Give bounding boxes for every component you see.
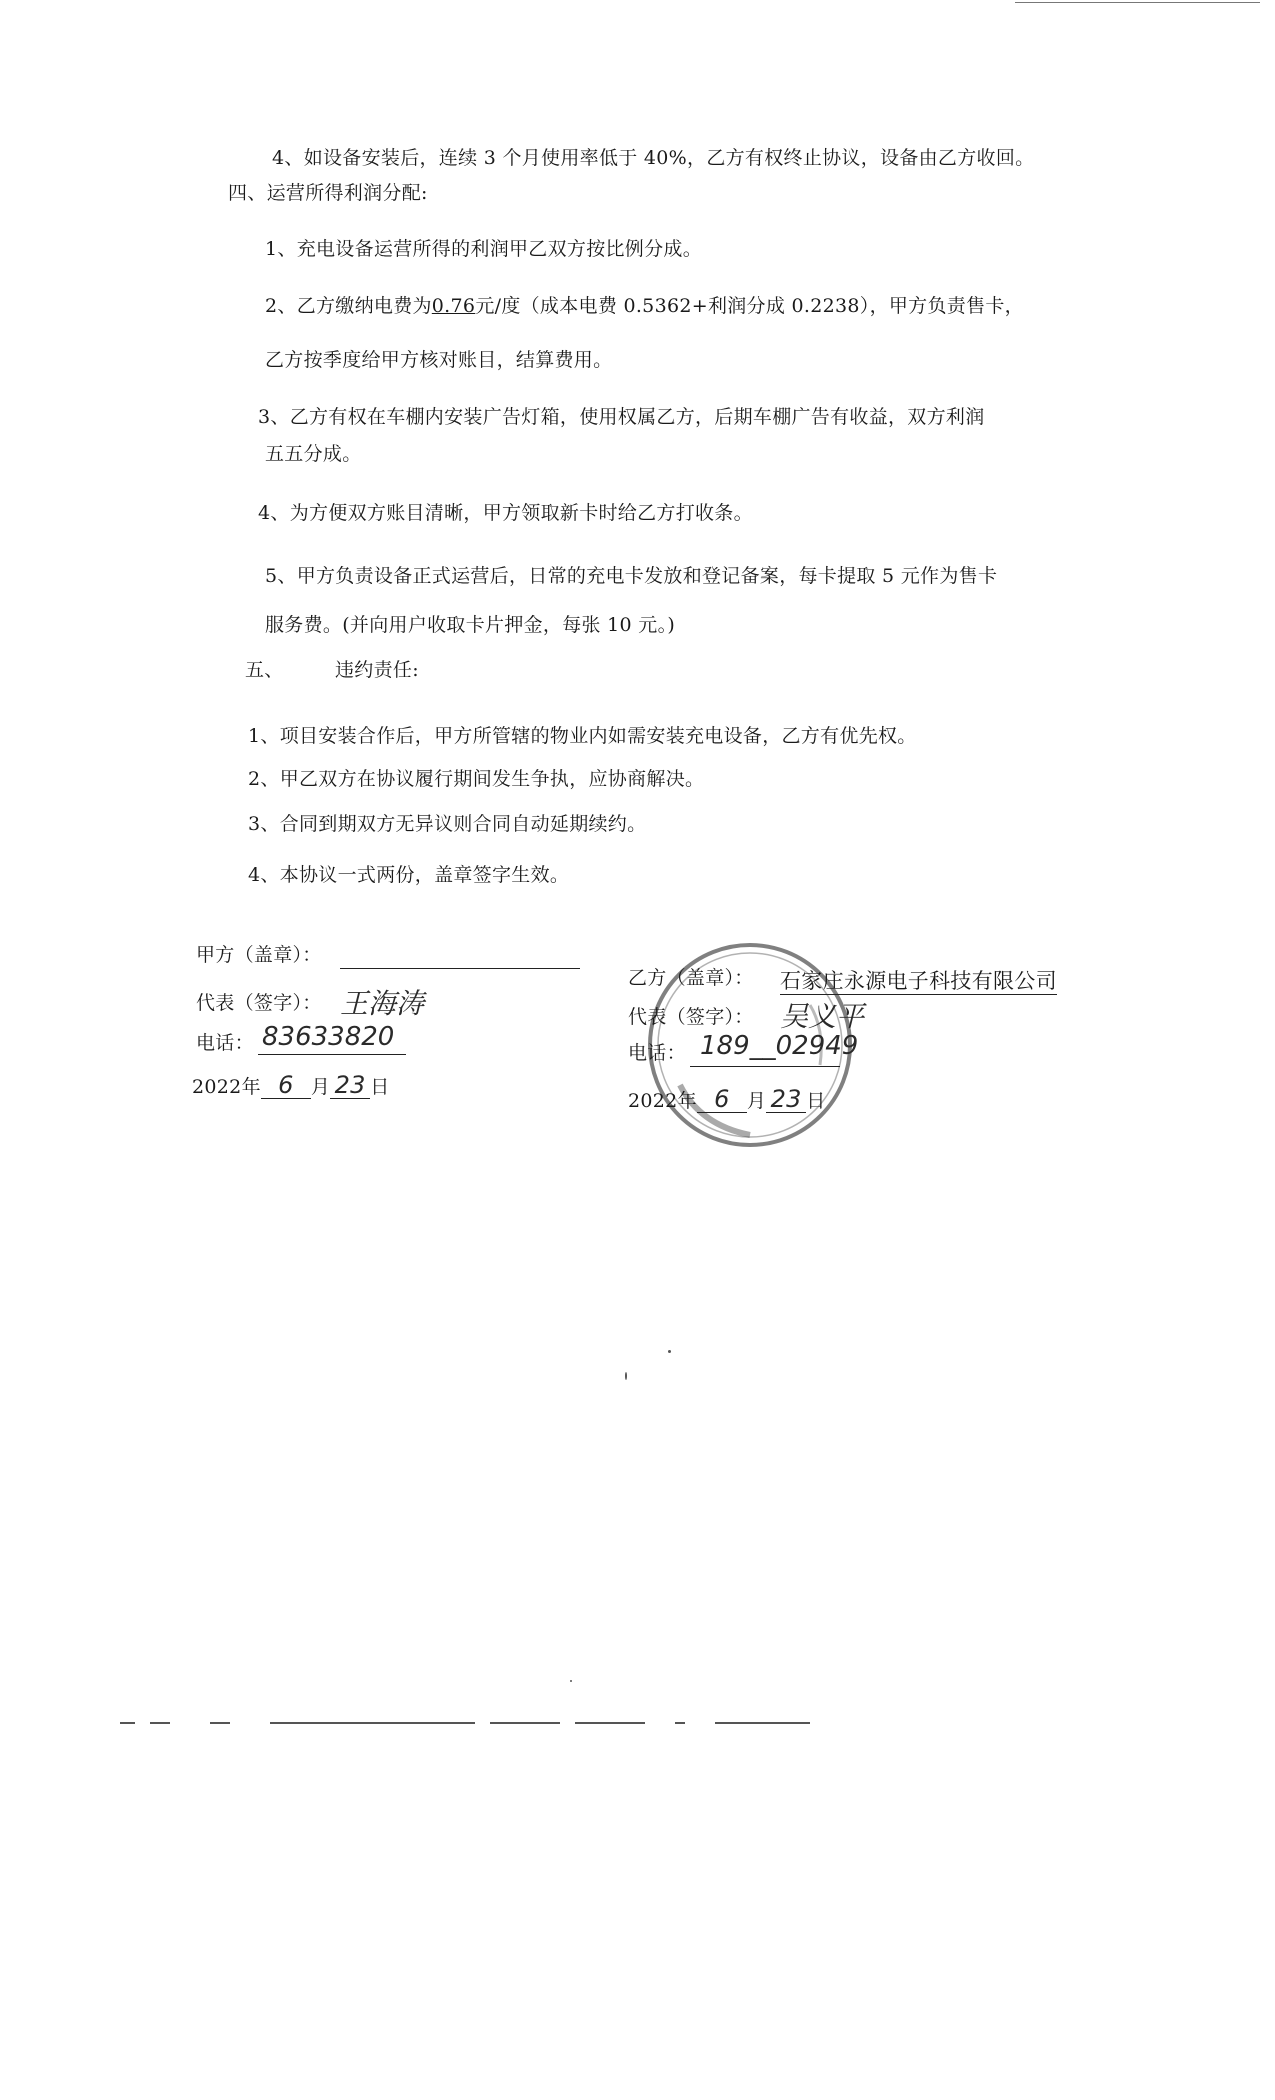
electricity-price: 0.76 — [431, 295, 476, 317]
party-b-rep-signature: 吴义平 — [780, 1000, 865, 1033]
clause-5-item-1: 1、项目安装合作后，甲方所管辖的物业内如需安装充电设备，乙方有优先权。 — [248, 725, 917, 747]
party-b-date-year-suffix: 年 — [677, 1090, 697, 1112]
clause-4-item-2-prefix: 2、乙方缴纳电费为 — [265, 295, 432, 317]
party-b-rep-label: 代表（签字）： — [628, 1006, 754, 1028]
party-a-phone-label: 电话： — [196, 1032, 254, 1054]
party-a-date-day: 23 — [330, 1072, 370, 1099]
party-b-date-month-suffix: 月 — [746, 1090, 767, 1112]
clause-4-item-2 — [265, 293, 1024, 319]
party-a-date — [192, 1072, 390, 1100]
party-b-phone: 189__02949 — [700, 1031, 859, 1061]
clause-4-item-3-cont: 五五分成。 — [265, 443, 362, 465]
clause-4-item-2-cont: 乙方按季度给甲方核对账目，结算费用。 — [265, 349, 613, 371]
party-a-date-day-suffix: 日 — [370, 1076, 390, 1098]
party-a-rep-signature: 王海涛 — [340, 987, 425, 1020]
party-a-rep-label: 代表（签字）： — [196, 992, 322, 1014]
clause-4-item-1: 1、充电设备运营所得的利润甲乙双方按比例分成。 — [265, 238, 702, 260]
party-a-seal-label: 甲方（盖章）： — [196, 944, 322, 966]
party-b-phone-label: 电话： — [628, 1042, 686, 1064]
party-a-date-year: 2022 — [192, 1076, 242, 1098]
party-b-phone-blank — [690, 1066, 840, 1067]
party-b-seal-label: 乙方（盖章）： — [628, 967, 754, 989]
party-a-phone: 83633820 — [262, 1022, 395, 1052]
party-b-company-name: 石家庄永源电子科技有限公司 — [780, 969, 1057, 993]
section-5-heading-num: 五、 — [245, 659, 284, 681]
clause-4-item-5-cont: 服务费。(并向用户收取卡片押金，每张 10 元。) — [265, 614, 676, 636]
party-a-phone-blank — [258, 1054, 406, 1055]
scan-speck — [625, 1372, 627, 1380]
scan-speck — [570, 1680, 572, 1682]
party-a-seal-blank — [340, 968, 580, 969]
clause-4-item-2-suffix: 元/度（成本电费 0.5362+利润分成 0.2238），甲方负责售卡， — [475, 295, 1024, 317]
party-a-date-month-suffix: 月 — [310, 1076, 331, 1098]
scan-dashed-line-artifact — [120, 1721, 880, 1725]
clause-5-item-3: 3、合同到期双方无异议则合同自动延期续约。 — [248, 813, 647, 835]
party-b-date-day: 23 — [766, 1086, 806, 1113]
clause-4-item-3: 3、乙方有权在车棚内安装广告灯箱，使用权属乙方，后期车棚广告有收益，双方利润 — [258, 406, 985, 428]
party-a-date-month: 6 — [261, 1072, 311, 1099]
clause-4-item-4: 4、为方便双方账目清晰，甲方领取新卡时给乙方打收条。 — [258, 502, 753, 524]
clause-4-item-5: 5、甲方负责设备正式运营后，日常的充电卡发放和登记备案，每卡提取 5 元作为售卡 — [265, 565, 998, 587]
party-b-date-month: 6 — [697, 1086, 747, 1113]
clause-3-item-4: 4、如设备安装后，连续 3 个月使用率低于 40%，乙方有权终止协议，设备由乙方收回。 — [272, 147, 1035, 169]
party-b-date-day-suffix: 日 — [806, 1090, 826, 1112]
party-b-date-year: 2022 — [628, 1090, 678, 1112]
clause-5-item-2: 2、甲乙双方在协议履行期间发生争执，应协商解决。 — [248, 768, 705, 790]
party-b-date — [628, 1086, 826, 1114]
section-4-heading: 四、运营所得利润分配: — [228, 182, 428, 204]
scan-speck — [668, 1350, 671, 1353]
party-a-date-year-suffix: 年 — [241, 1076, 261, 1098]
clause-5-item-4: 4、本协议一式两份，盖章签字生效。 — [248, 864, 570, 886]
section-5-heading: 违约责任: — [335, 659, 419, 681]
scan-top-edge-line — [1015, 2, 1260, 3]
